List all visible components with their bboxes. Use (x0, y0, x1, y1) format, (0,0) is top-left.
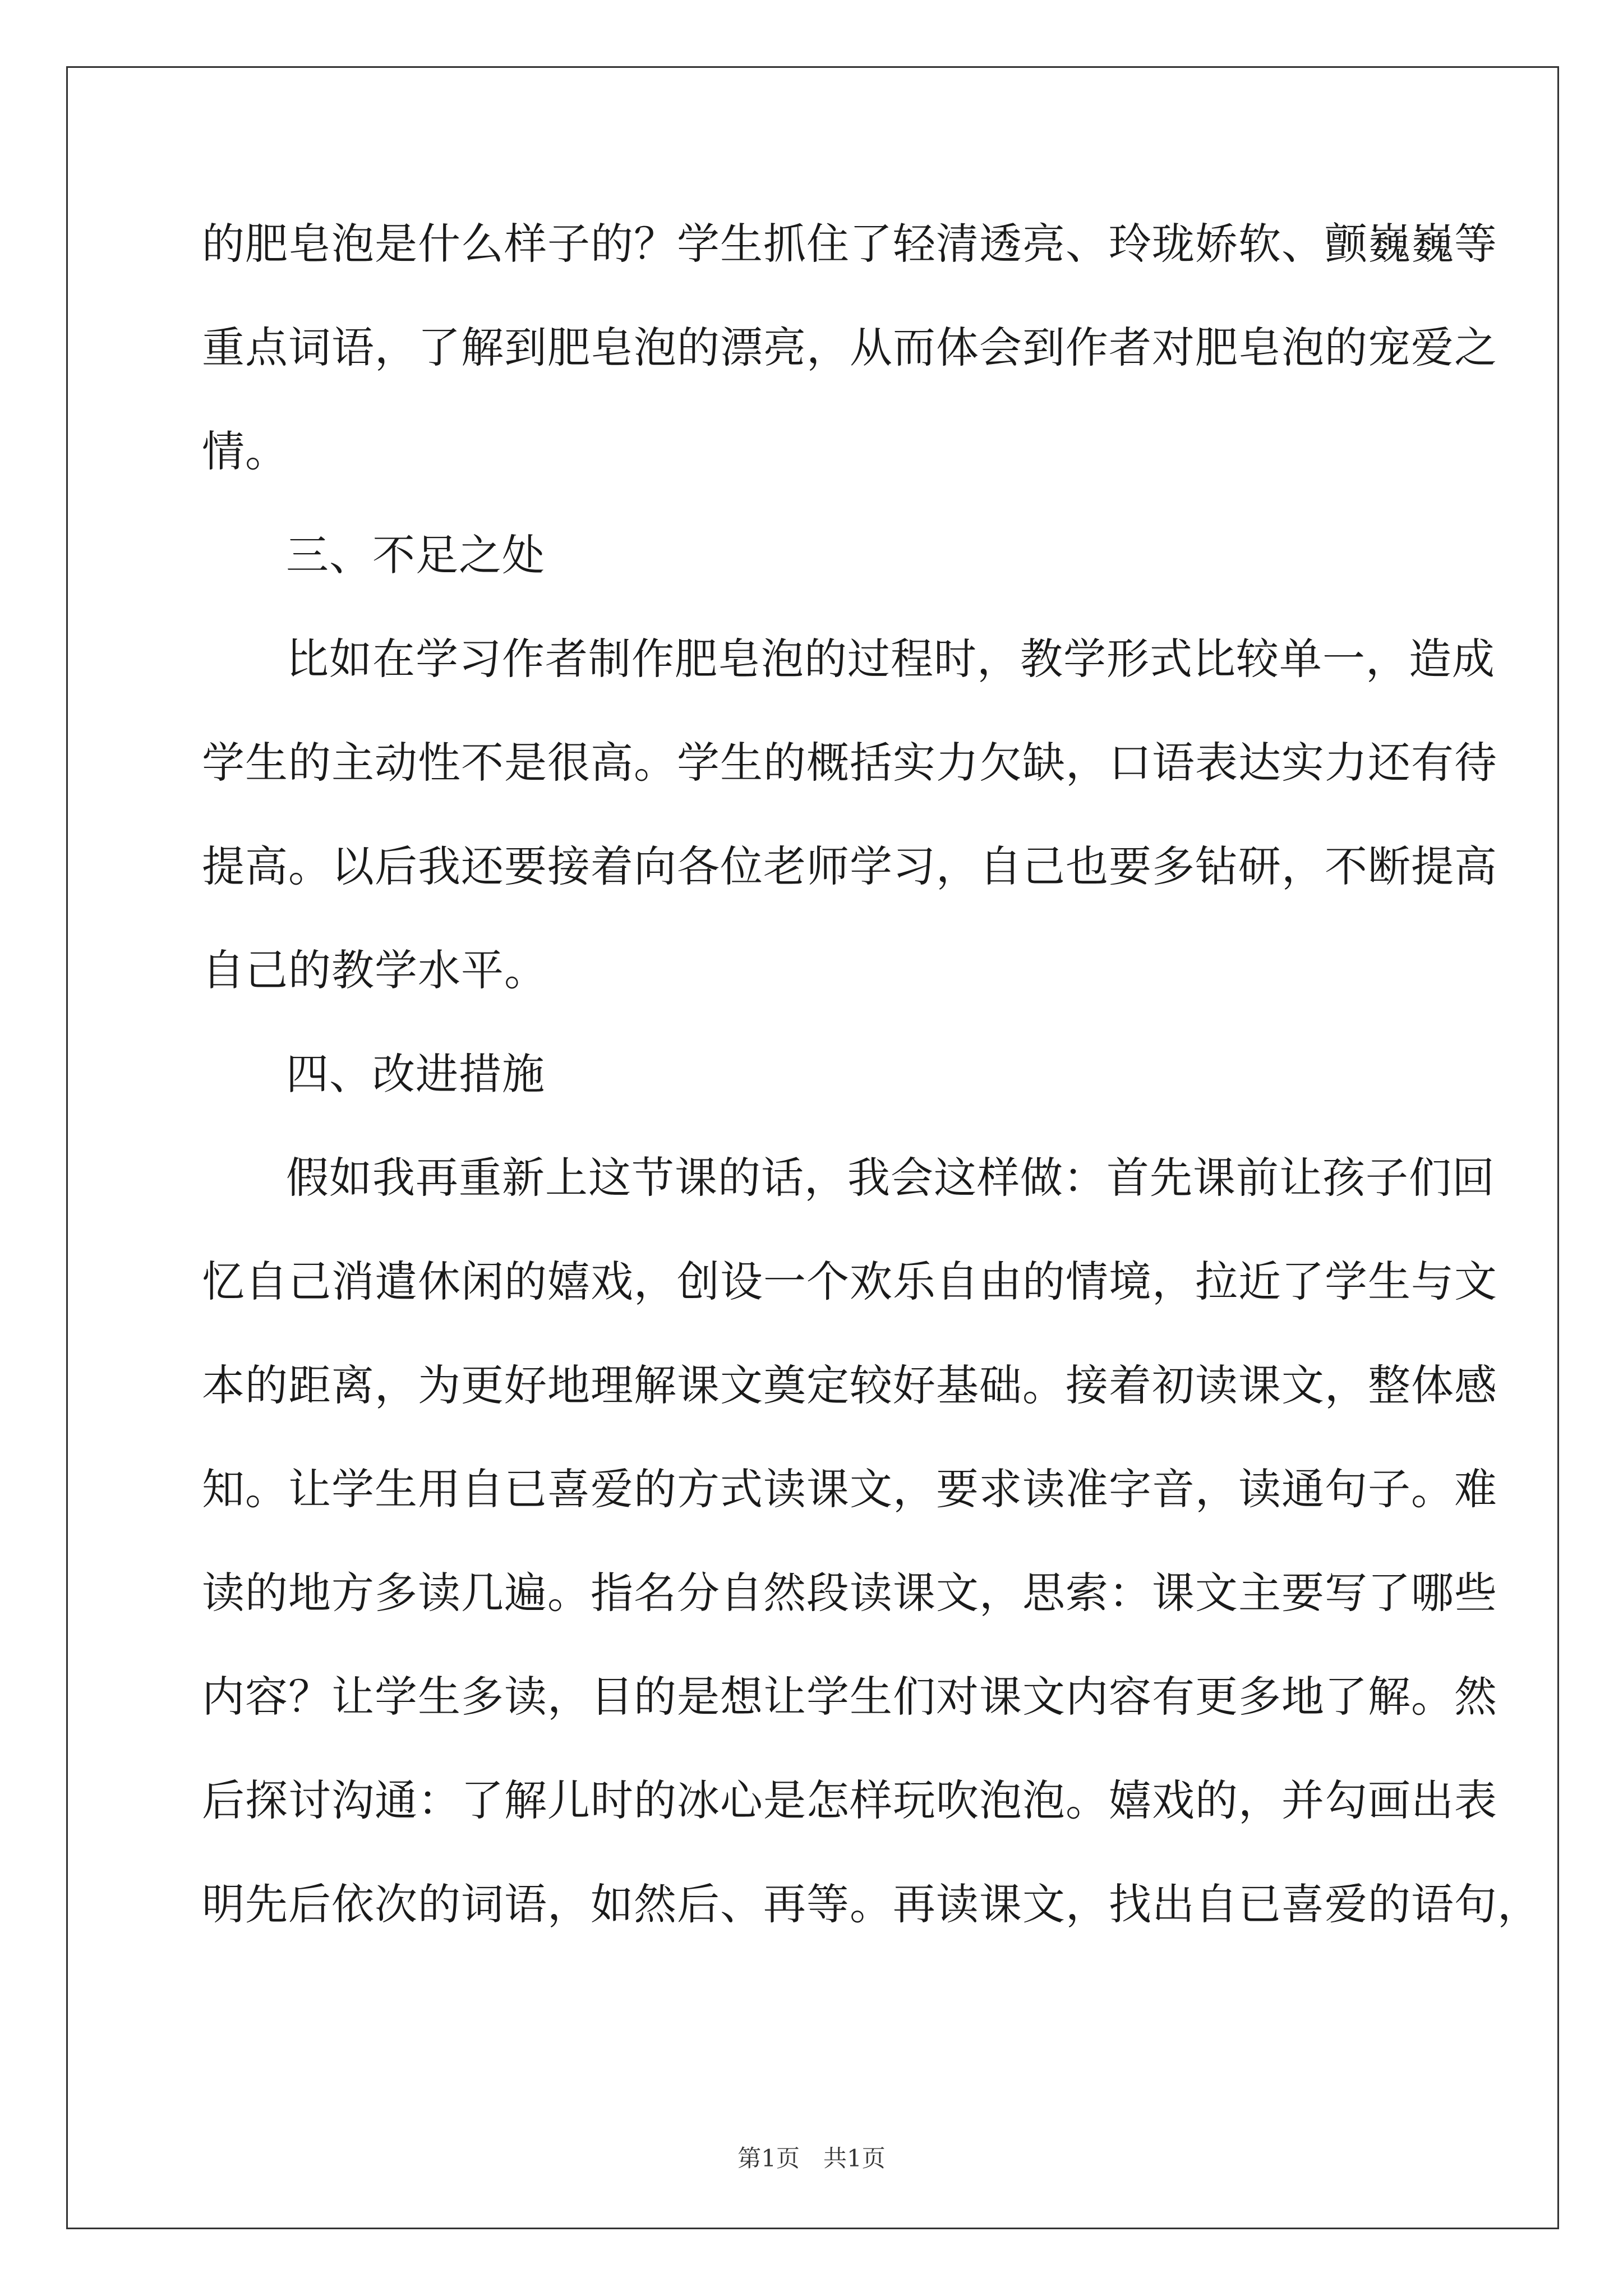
text-line: 提高。以后我还要接着向各位老师学习，自己也要多钻研，不断提高 (202, 841, 1497, 891)
text-line: 学生的主动性不是很高。学生的概括实力欠缺，口语表达实力还有待 (202, 738, 1497, 788)
text-line: 知。让学生用自已喜爱的方式读课文，要求读准字音，读通句子。难 (202, 1464, 1497, 1514)
text-line: 后探讨沟通：了解儿时的冰心是怎样玩吹泡泡。嬉戏的，并勾画出表 (202, 1775, 1497, 1825)
section-heading: 三、不足之处 (286, 530, 545, 580)
text-line: 的肥皂泡是什么样子的？学生抓住了轻清透亮、玲珑娇软、颤巍巍等 (202, 219, 1497, 269)
text-line: 忆自己消遣休闲的嬉戏，创设一个欢乐自由的情境，拉近了学生与文 (202, 1257, 1497, 1306)
text-line: 自己的教学水平。 (202, 945, 547, 995)
text-line: 重点词语，了解到肥皂泡的漂亮，从而体会到作者对肥皂泡的宠爱之 (202, 323, 1497, 372)
text-line: 情。 (202, 426, 288, 476)
section-heading: 四、改进措施 (286, 1049, 545, 1099)
text-line: 本的距离，为更好地理解课文奠定较好基础。接着初读课文，整体感 (202, 1360, 1497, 1410)
text-line: 读的地方多读几遍。指名分自然段读课文，思索：课文主要写了哪些 (202, 1568, 1497, 1618)
page-number-footer: 第1页 共1页 (737, 2145, 886, 2172)
text-line: 比如在学习作者制作肥皂泡的过程时，教学形式比较单一，造成 (286, 634, 1495, 684)
text-line: 内容？让学生多读，目的是想让学生们对课文内容有更多地了解。然 (202, 1672, 1497, 1722)
text-line: 假如我再重新上这节课的话，我会这样做：首先课前让孩子们回 (286, 1153, 1495, 1203)
text-line: 明先后依次的词语，如然后、再等。再读课文，找出自已喜爱的语句， (202, 1879, 1541, 1929)
